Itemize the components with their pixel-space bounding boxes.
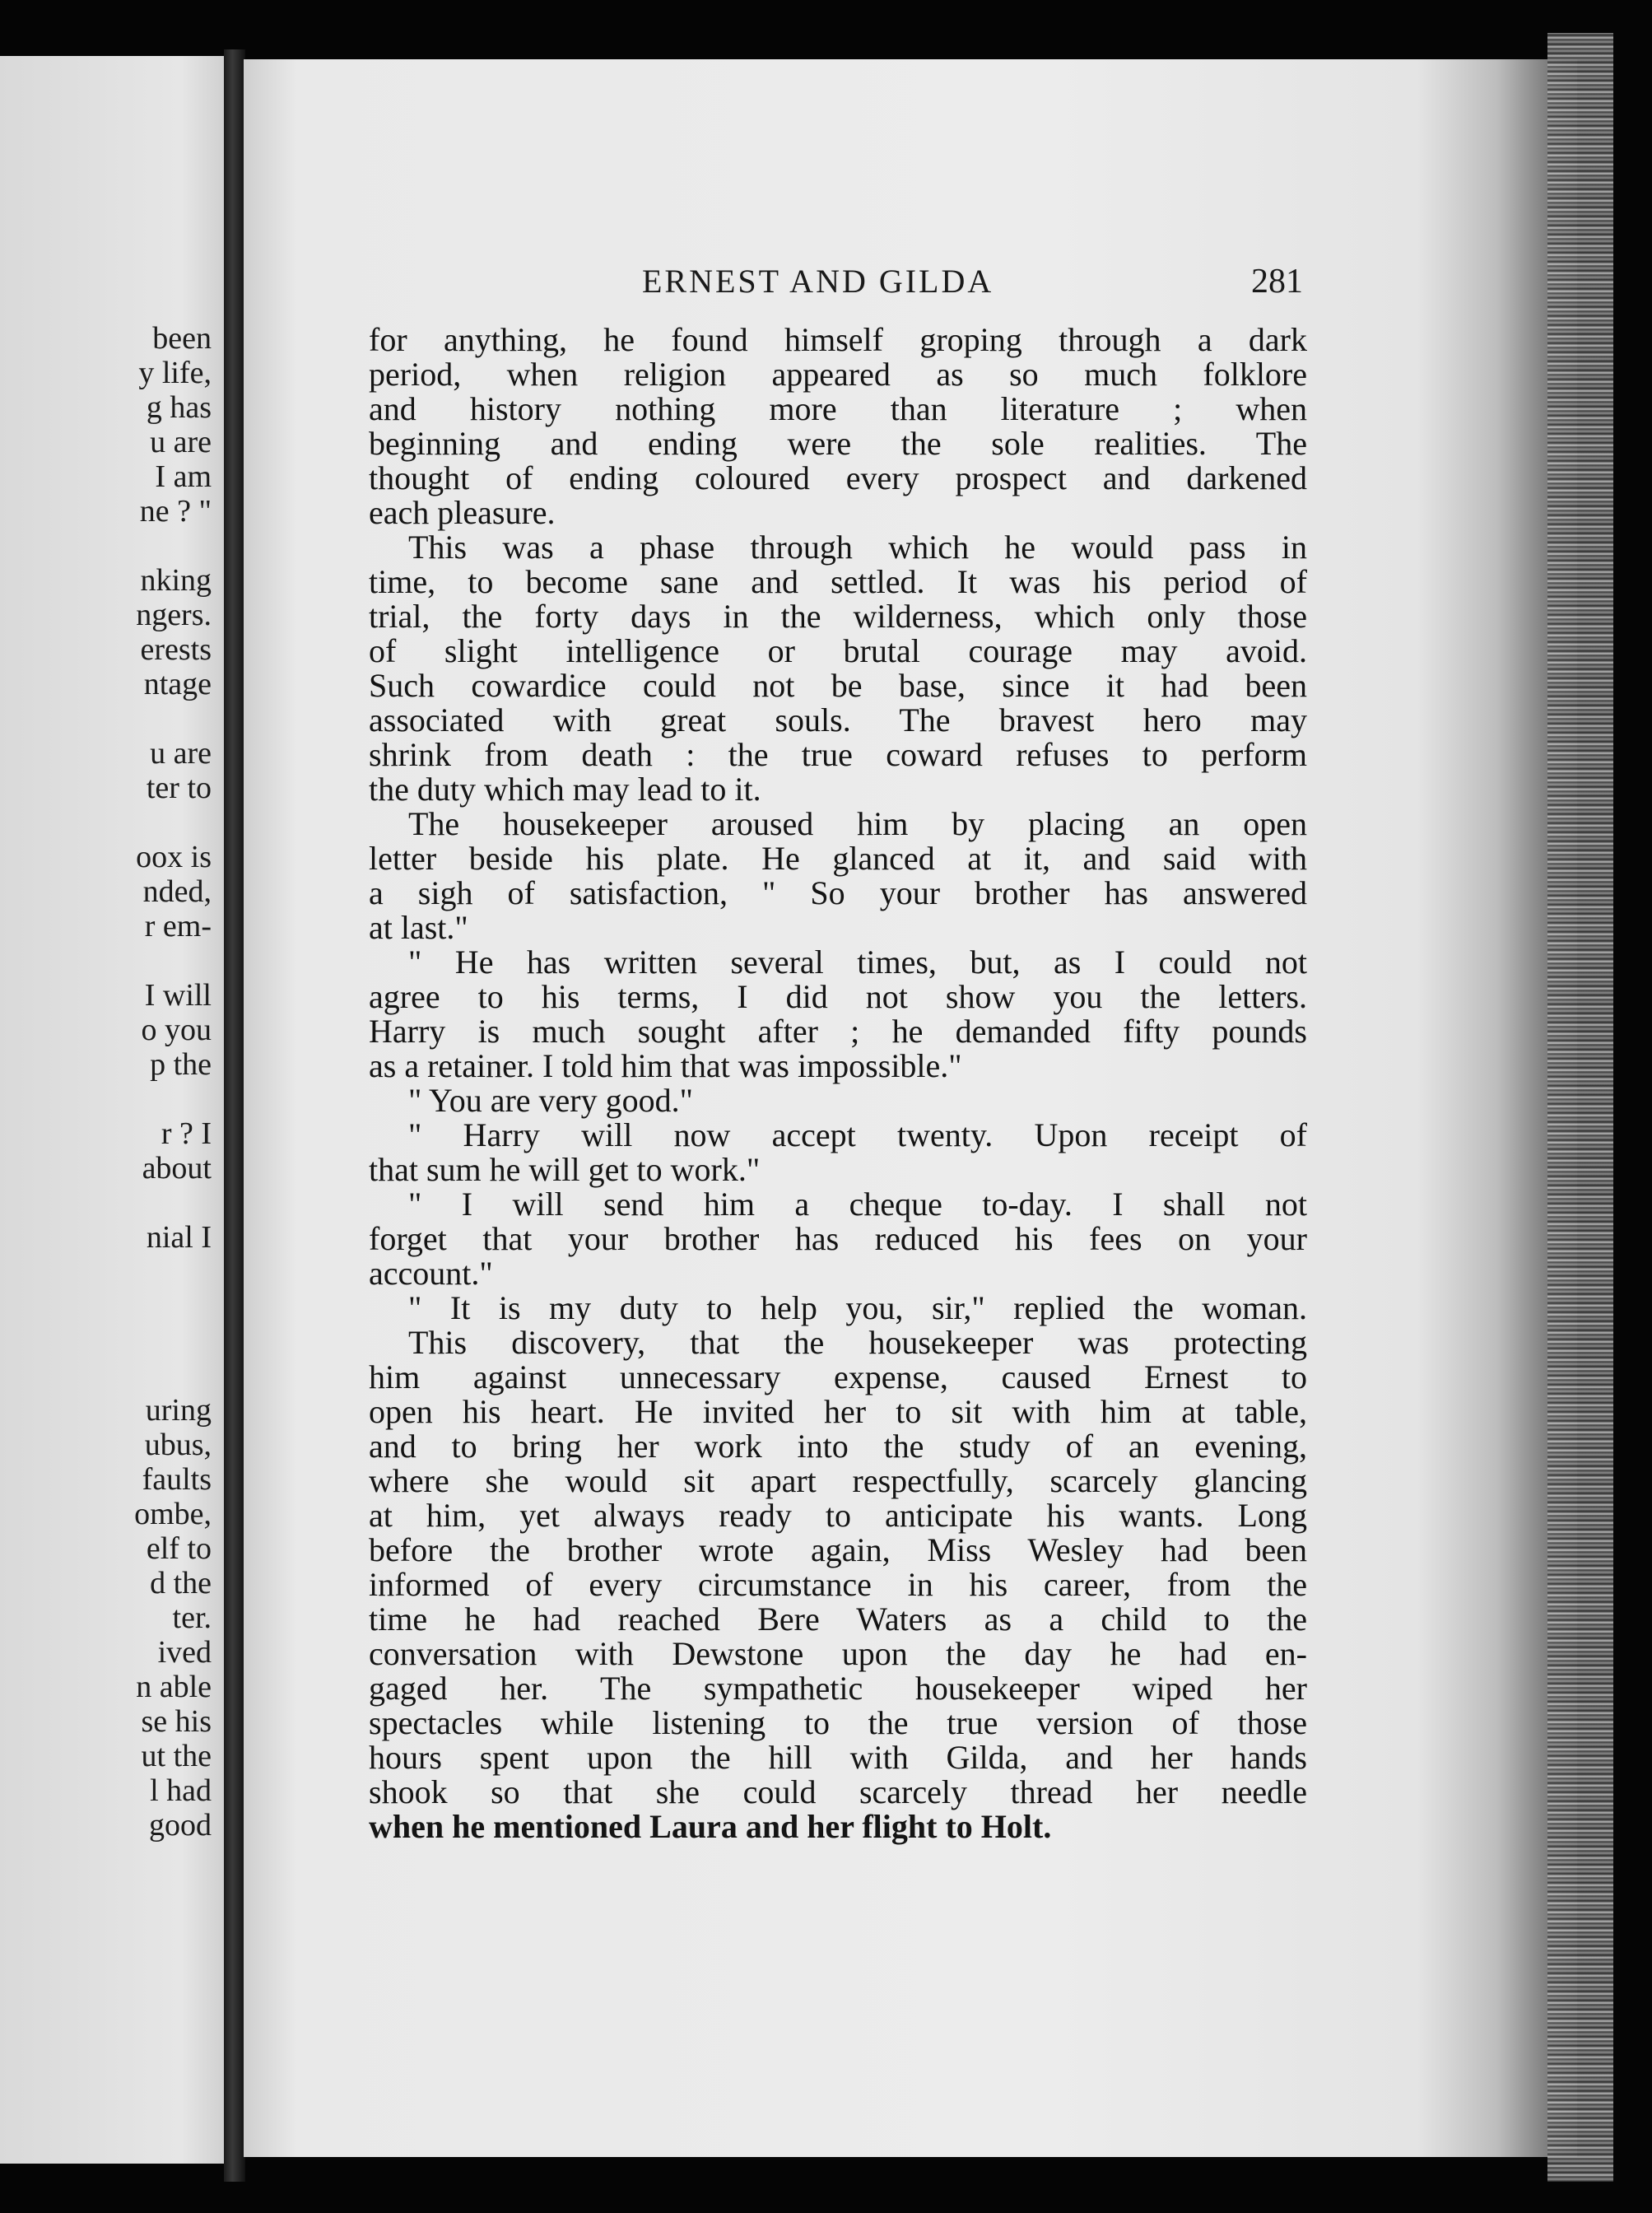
text-line: period, when religion appeared as so much folklore [369,356,1307,393]
left-page-line: nded, [142,874,212,909]
text-line: the duty which may lead to it. [369,771,761,808]
left-page-line: I am [155,459,212,494]
left-page-line: ter. [172,1600,212,1635]
text-line: and to bring her work into the study of an evening, [369,1428,1307,1465]
text-line: Such cowardice could not be base, since it had been [369,667,1307,704]
left-page-line: erests [140,632,212,667]
left-page-line: uring [145,1393,212,1428]
left-page [0,56,226,2164]
text-line: shook so that she could scarcely thread her needle [369,1773,1307,1810]
left-page-line: ived [157,1635,212,1670]
text-line: time, to become sane and settled. It was his period of [369,563,1307,600]
left-page-line: been [152,321,212,356]
left-page-line: about [142,1151,212,1186]
text-line: informed of every circumstance in his career, from the [369,1566,1307,1603]
text-line: " It is my duty to help you, sir," replied the woman. [408,1289,1307,1326]
text-line: shrink from death : the true coward refuses to perform [369,736,1307,773]
left-page-line: ter to [146,771,212,805]
text-line: as a retainer. I told him that was impossible." [369,1047,962,1084]
text-line: " He has written several times, but, as I could not [408,943,1307,981]
text-line: The housekeeper aroused him by placing an open [408,805,1307,842]
text-line: where she would sit apart respectfully, scarcely glancing [369,1462,1307,1499]
left-page-line: nial I [146,1220,212,1255]
book-gutter [224,49,245,2182]
text-line: at him, yet always ready to anticipate his wants. Long [369,1497,1307,1534]
left-page-line: elf to [146,1531,212,1566]
text-line: a sigh of satisfaction, " So your brother has answered [369,874,1307,911]
left-page-line: r em- [144,909,212,943]
left-page-line: I will [144,978,212,1013]
left-page-line: nking [140,563,212,598]
text-line: conversation with Dewstone upon the day he had en- [369,1635,1307,1672]
text-line: him against unnecessary expense, caused Ernest to [369,1358,1307,1395]
left-page-line: g has [146,390,212,425]
text-line: letter beside his plate. He glanced at it, and said with [369,840,1307,877]
left-page-line: ngers. [136,598,212,632]
left-page-line: ombe, [134,1497,212,1531]
left-page-line: faults [142,1462,212,1497]
left-page-line: n able [136,1670,212,1704]
left-page-line: u are [150,736,212,771]
page-edge [1547,33,1613,2182]
text-line: account." [369,1255,493,1292]
text-line: associated with great souls. The bravest hero may [369,701,1307,738]
text-line: Harry is much sought after ; he demanded fifty pounds [369,1013,1307,1050]
running-head: ERNEST AND GILDA [642,263,994,300]
text-line: thought of ending coloured every prospect and darkened [369,459,1307,496]
body-text [369,323,1307,1844]
text-line: hours spent upon the hill with Gilda, and her hands [369,1739,1307,1776]
text-line: beginning and ending were the sole realities. The [369,425,1307,462]
page-number: 281 [1251,263,1303,301]
text-line: time he had reached Bere Waters as a child to the [369,1600,1307,1638]
left-page-line: se his [141,1704,212,1739]
text-line: each pleasure. [369,494,556,531]
text-line: when he mentioned Laura and her flight to Holt. [369,1808,1052,1845]
text-line: spectacles while listening to the true version of those [369,1704,1307,1741]
text-line: This was a phase through which he would pass in [408,529,1307,566]
text-line: open his heart. He invited her to sit with him at table, [369,1393,1307,1430]
left-page-line: y life, [138,356,212,390]
text-line: agree to his terms, I did not show you the letters. [369,978,1307,1015]
text-line: at last." [369,909,468,946]
left-page-line: u are [150,425,212,459]
left-page-line: d the [150,1566,212,1600]
left-page-line: r ? I [161,1116,212,1151]
left-page-line: o you [141,1013,212,1047]
text-line: forget that your brother has reduced his fees on your [369,1220,1307,1257]
text-line: before the brother wrote again, Miss Wesley had been [369,1531,1307,1568]
left-page-line: ubus, [144,1428,212,1462]
left-page-line: oox is [136,840,212,874]
left-page-line: good [149,1808,212,1843]
text-line: gaged her. The sympathetic housekeeper wiped her [369,1670,1307,1707]
text-line: This discovery, that the housekeeper was protecting [408,1324,1307,1361]
text-line: " Harry will now accept twenty. Upon receipt of [408,1116,1307,1153]
text-line: for anything, he found himself groping through a dark [369,321,1307,358]
text-line: that sum he will get to work." [369,1151,761,1188]
left-page-line: ne ? " [139,494,212,529]
left-page-line: l had [150,1773,212,1808]
text-line: " I will send him a cheque to-day. I shall not [408,1186,1307,1223]
text-line: and history nothing more than literature ; when [369,390,1307,427]
left-page-line: p the [150,1047,212,1082]
left-page-line: ntage [143,667,212,701]
left-page-line: ut the [141,1739,212,1773]
text-line: of slight intelligence or brutal courage may avoid. [369,632,1307,669]
text-line: trial, the forty days in the wilderness, which only those [369,598,1307,635]
text-line: " You are very good." [408,1082,693,1119]
